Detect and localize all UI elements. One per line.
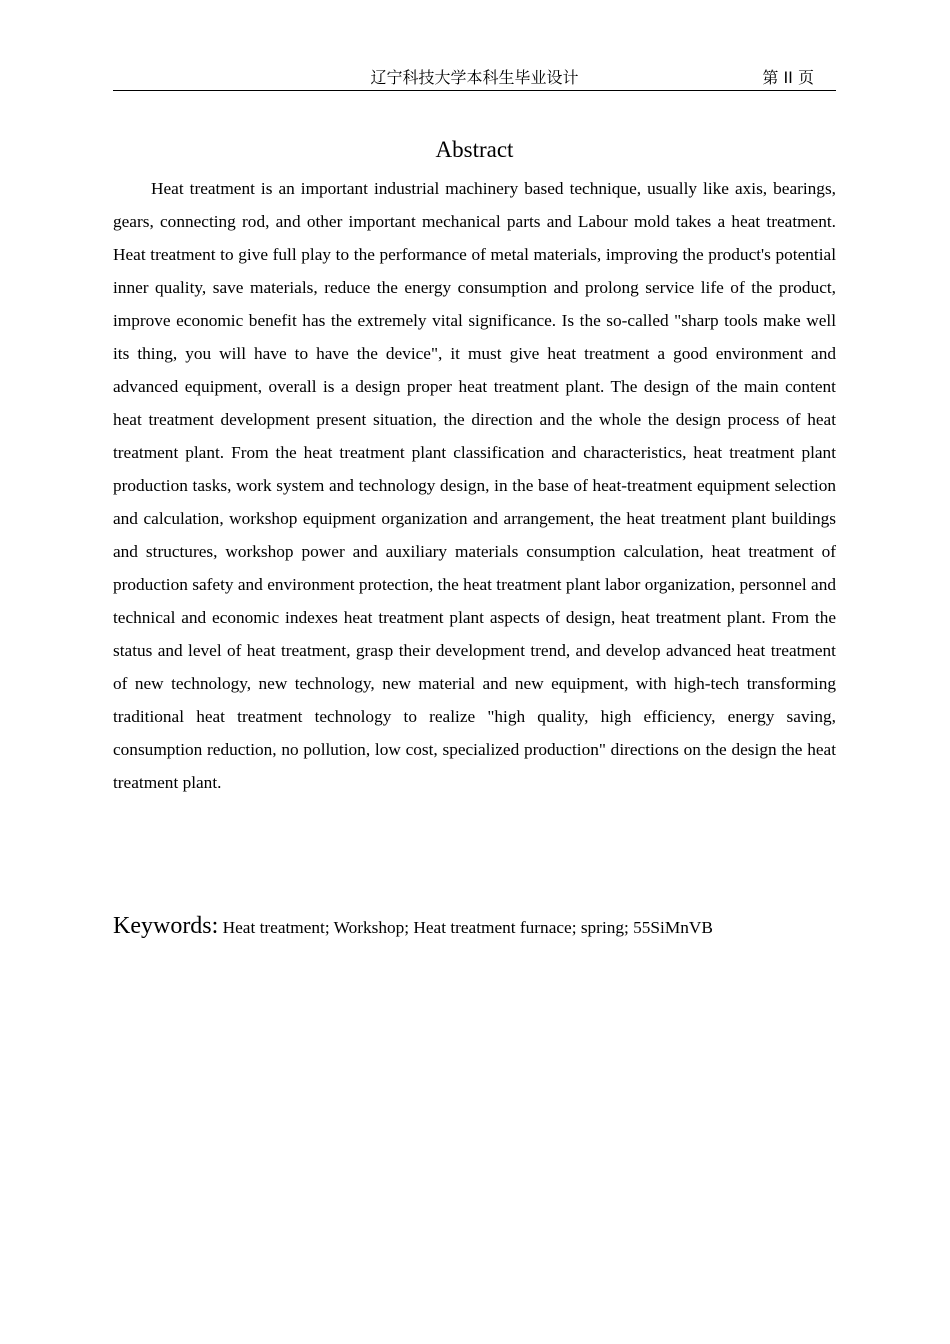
keywords-text: Heat treatment; Workshop; Heat treatment furnace; spring; 55SiMnVB <box>218 918 713 937</box>
keywords-label: Keywords: <box>113 913 219 939</box>
abstract-heading: Abstract <box>435 137 514 162</box>
header-title: 辽宁科技大学本科生毕业设计 <box>370 68 579 87</box>
abstract-paragraph: Heat treatment is an important industrial machinery based technique, usually like axis, bearings, gears, connecting rod, and other important mechanical parts and Labour mold takes a heat treatment. Heat treatment to give full play to the performance of metal materials, improving the product's potential inner quality, save materials, reduce the energy consumption and prolong service life of the product, improve economic benefit has the extremely vital significance. Is the so-called "sharp tools make well its thing, you will have to have the device", it must give heat treatment a good environment and advanced equipment, overall is a design proper heat treatment plant. The design of the main content heat treatment development present situation, the direction and the whole the design process of heat treatment plant. From the heat treatment plant classification and characteristics, heat treatment plant production tasks, work system and technology design, in the base of heat-treatment equipment selection and calculation, workshop equipment organization and arrangement, the heat treatment plant buildings and structures, workshop power and auxiliary materials consumption calculation, heat treatment of production safety and environment protection, the heat treatment plant labor organization, personnel and technical and economic indexes heat treatment plant aspects of design, heat treatment plant. From the status and level of heat treatment, grasp their development trend, and develop advanced heat treatment of new technology, new technology, new material and new equipment, with high-tech transforming traditional heat treatment technology to realize "high quality, high efficiency, energy saving, consumption reduction, no pollution, low cost, specialized production" directions on the design the heat treatment plant. <box>113 179 836 792</box>
page-header <box>113 66 836 91</box>
header-page-number: 第 II 页 <box>762 68 814 87</box>
keywords-line <box>113 909 836 945</box>
